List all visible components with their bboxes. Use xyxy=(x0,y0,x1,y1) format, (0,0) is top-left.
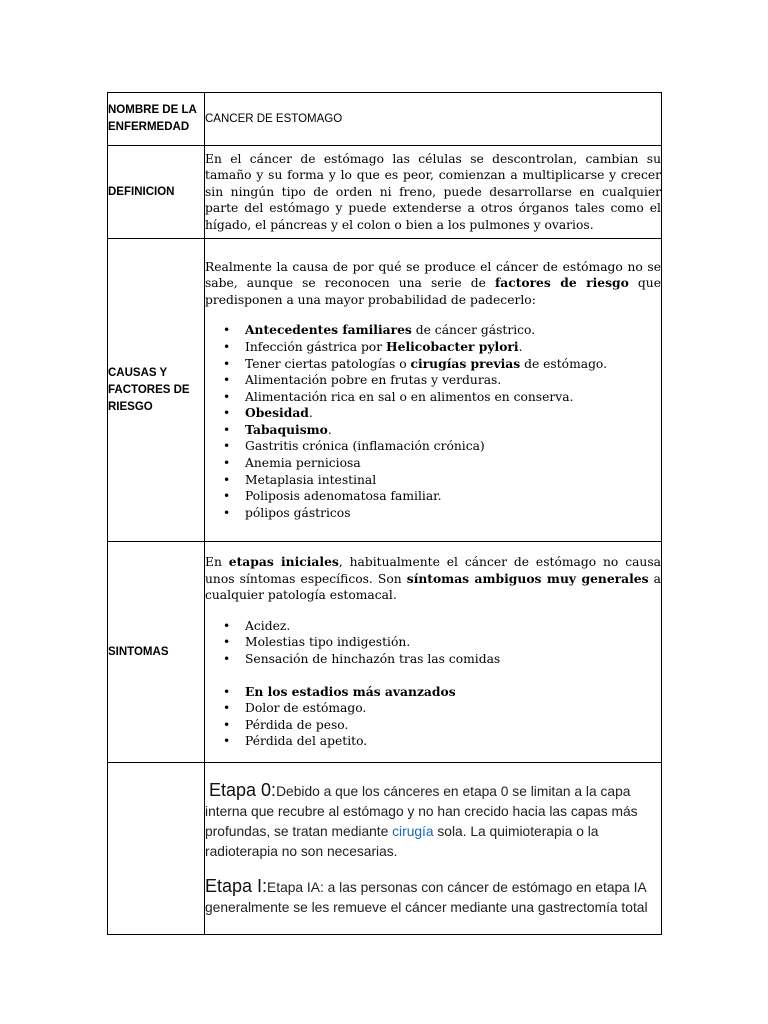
list-item: • Metaplasia intestinal xyxy=(245,472,661,489)
list-item: • En los estadios más avanzados xyxy=(245,684,661,701)
list-item: • Pérdida del apetito. xyxy=(245,733,661,750)
stage0-paragraph: Etapa 0:Debido a que los cánceres en etapa 0 se limitan a la capa interna que recubre al estómago y no han crecido hacia las capas más profundas, se tratan mediante cirugía sola. La quimioterapia o la radioterapia no son necesarias. xyxy=(205,779,638,859)
disease-name: CANCER DE ESTOMAGO xyxy=(205,93,662,146)
list-item: • Molestias tipo indigestión. xyxy=(245,634,661,651)
causes-row xyxy=(108,239,662,542)
list-item: • Gastritis crónica (inflamación crónica) xyxy=(245,438,661,455)
symptoms-row xyxy=(108,542,662,763)
list-item: • Sensación de hinchazón tras las comidas xyxy=(245,651,661,668)
list-item: • Pérdida de peso. xyxy=(245,717,661,734)
list-item: • Tabaquismo. xyxy=(245,422,661,439)
stage1-paragraph: Etapa I:Etapa IA: a las personas con cáncer de estómago en etapa IA generalmente se les remueve el cáncer mediante una gastrectomía total xyxy=(205,875,648,915)
causes-intro: Realmente la causa de por qué se produce el cáncer de estómago no se sabe, aunque se reconocen una serie de factores de riesgo que predisponen a una mayor probabilidad de padecerlo: xyxy=(205,259,661,307)
symptoms-intro: En etapas iniciales, habitualmente el cáncer de estómago no causa unos síntomas específicos. Son síntomas ambiguos muy generales a cualquier patología estomacal. xyxy=(205,554,661,603)
symptoms-content xyxy=(205,542,662,763)
stage1-heading: Etapa I: xyxy=(205,875,268,896)
name-label: NOMBRE DE LA ENFERMEDAD xyxy=(108,93,205,146)
stage0-heading: Etapa 0: xyxy=(209,779,277,800)
list-item: • Infección gástrica por Helicobacter pylori. xyxy=(245,339,661,356)
list-item: • Dolor de estómago. xyxy=(245,700,661,717)
risk-factor-list xyxy=(205,322,661,521)
list-item: • Alimentación pobre en frutas y verduras. xyxy=(245,372,661,389)
header-row xyxy=(108,93,662,146)
definition-label: DEFINICION xyxy=(108,146,205,239)
symptoms-label: SINTOMAS xyxy=(108,542,205,763)
causes-label: CAUSAS Y FACTORES DE RIESGO xyxy=(108,239,205,542)
cirugia-link[interactable]: cirugía xyxy=(392,823,434,839)
advanced-symptom-list xyxy=(205,684,661,750)
definition-text: En el cáncer de estómago las células se descontrolan, cambian su tamaño y su forma y lo que es peor, comienzan a multiplicarse y crecer sin ningún tipo de orden ni freno, puede desarrollarse en cualquier parte del estómago y puede extenderse a otros órganos tales como el hígado, el páncreas y el colon o bien a los pulmones y ovarios. xyxy=(205,146,662,239)
list-item: • Anemia perniciosa xyxy=(245,455,661,472)
stages-row xyxy=(108,763,662,935)
list-item: • pólipos gástricos xyxy=(245,505,661,522)
definition-row xyxy=(108,146,662,239)
list-item: • Obesidad. xyxy=(245,405,661,422)
list-item: • Poliposis adenomatosa familiar. xyxy=(245,488,661,505)
list-item: • Alimentación rica en sal o en alimentos en conserva. xyxy=(245,389,661,406)
stages-label xyxy=(108,763,205,935)
stages-content xyxy=(205,763,662,935)
disease-table xyxy=(107,92,662,935)
list-item: • Antecedentes familiares de cáncer gástrico. xyxy=(245,322,661,339)
causes-content xyxy=(205,239,662,542)
early-symptom-list xyxy=(205,618,661,668)
list-item: • Tener ciertas patologías o cirugías previas de estómago. xyxy=(245,356,661,373)
list-item: • Acidez. xyxy=(245,618,661,635)
